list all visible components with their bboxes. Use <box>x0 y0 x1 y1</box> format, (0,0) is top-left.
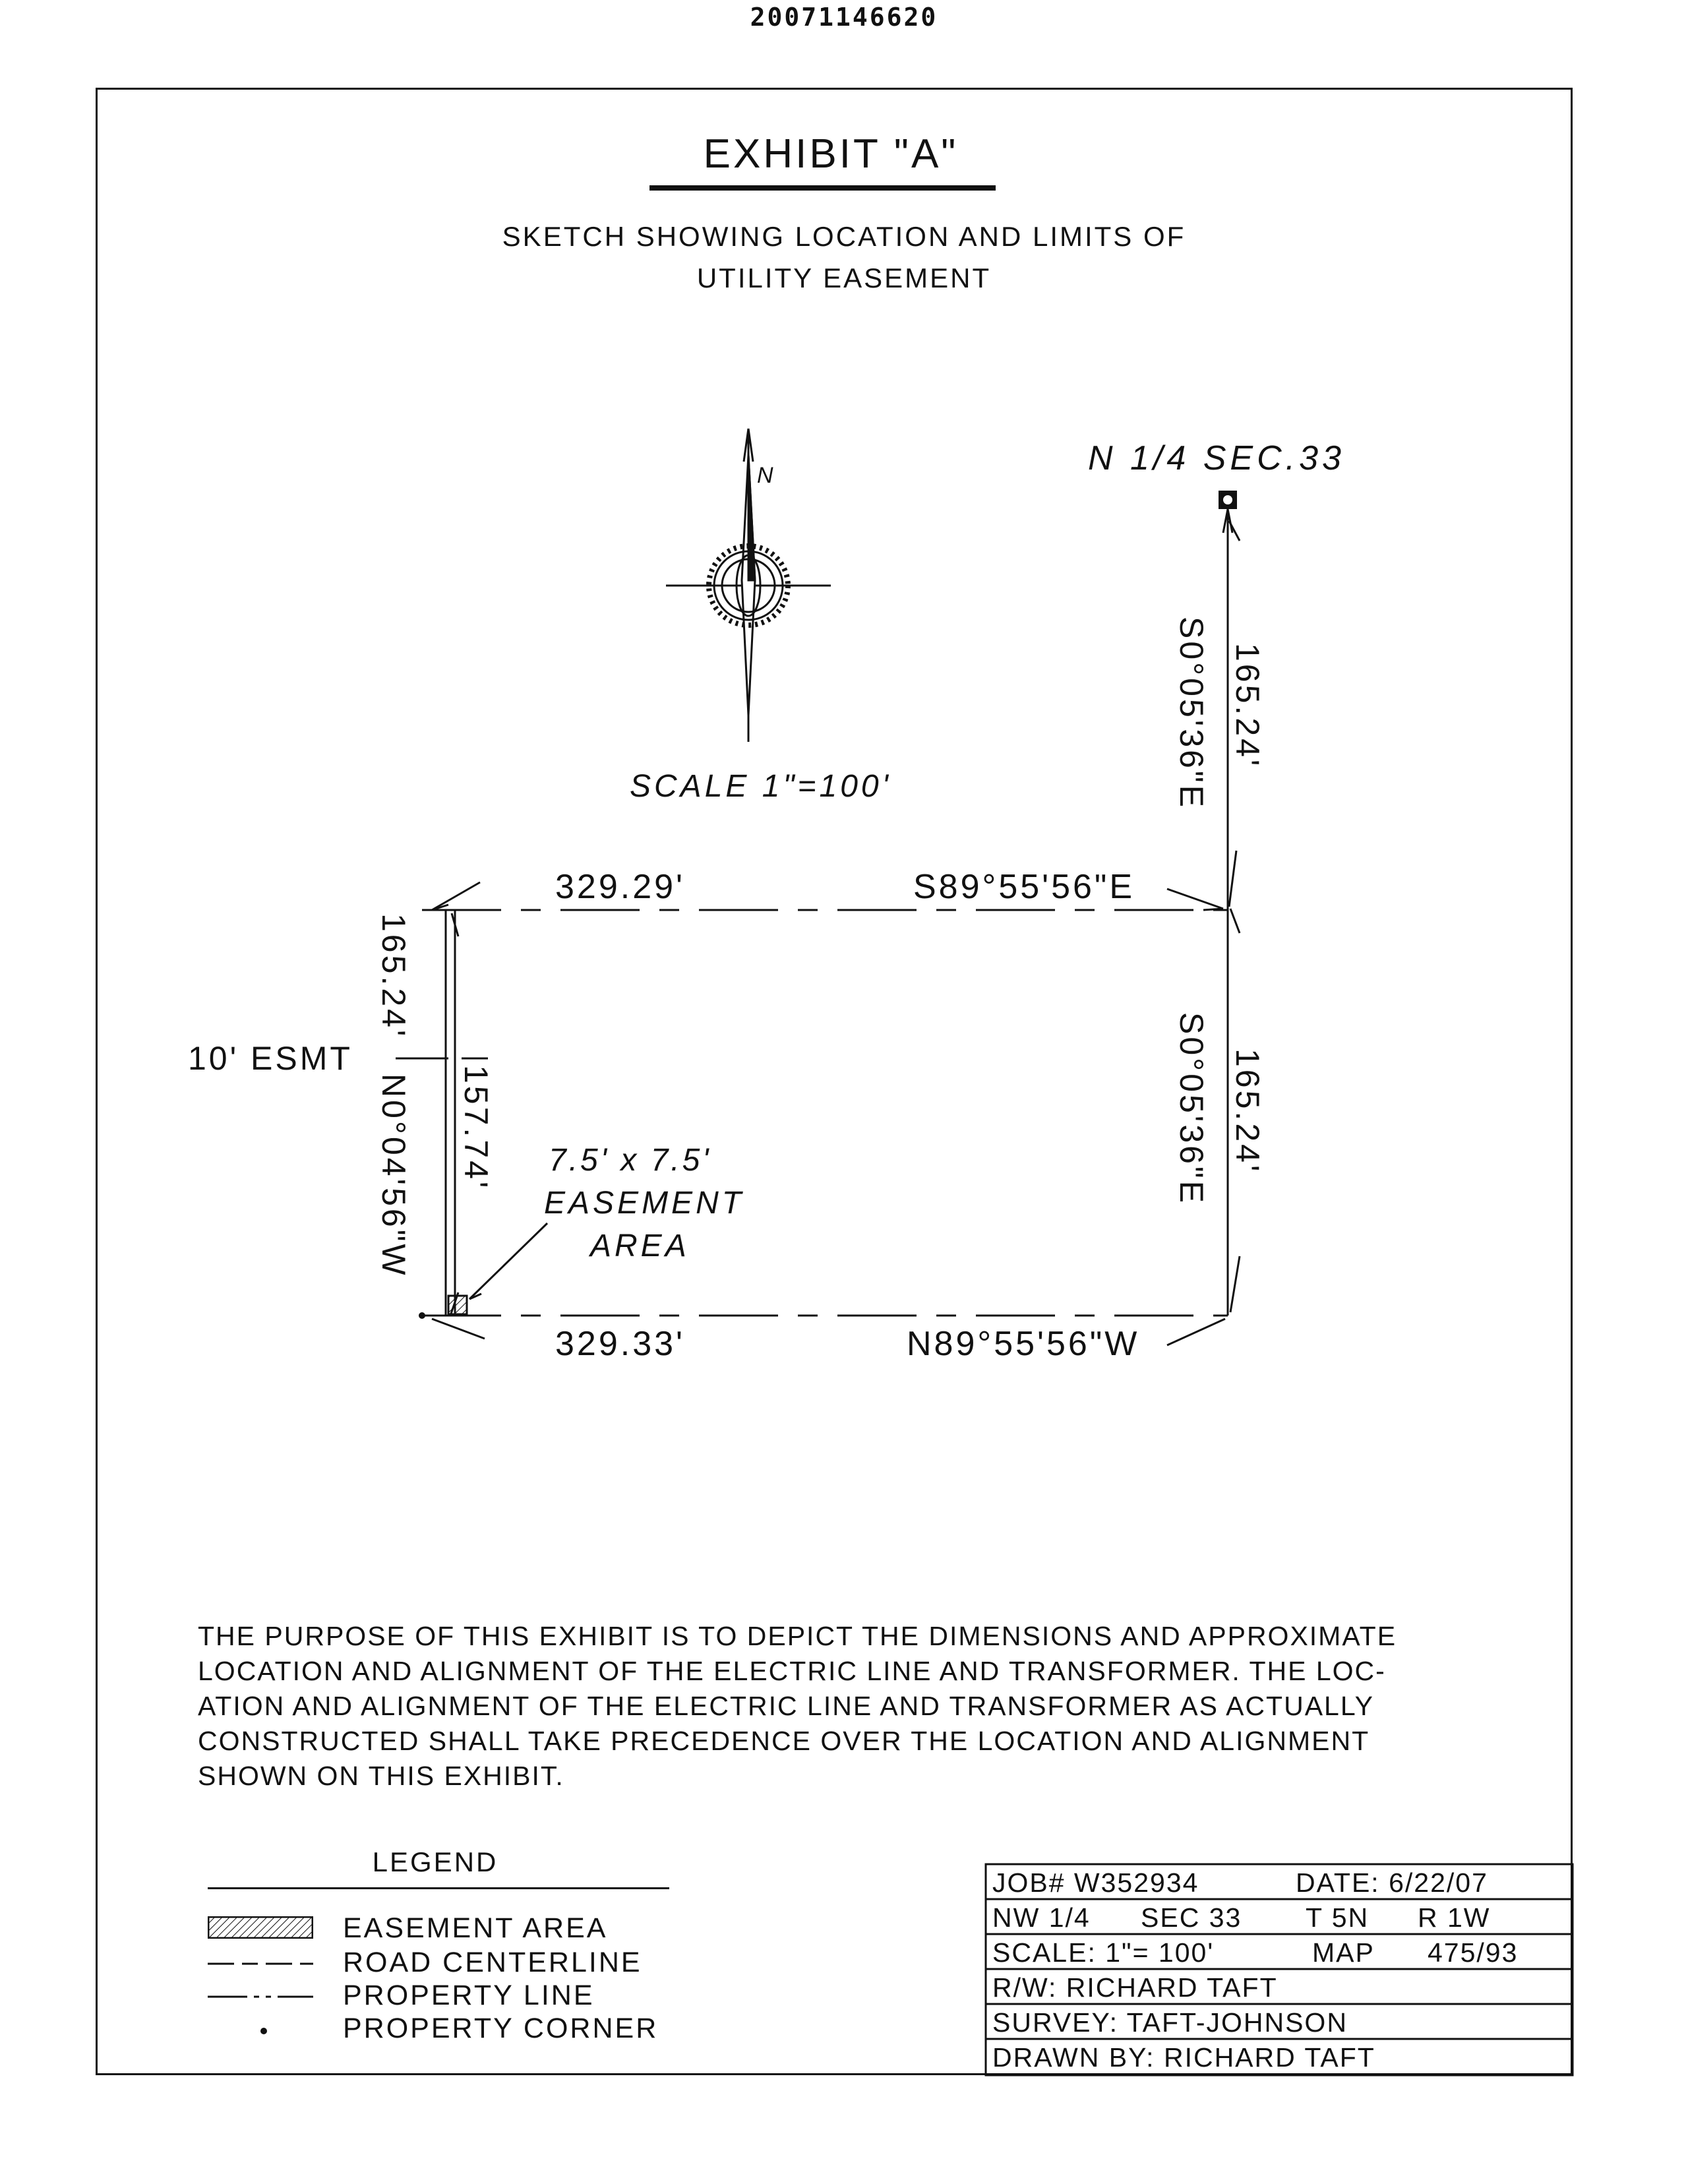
north-line-distance: 329.29' <box>555 868 685 906</box>
legend-label: ROAD CENTERLINE <box>343 1947 642 1978</box>
west-line-distance: 165.24' <box>375 913 412 1039</box>
subtitle-line-1: SKETCH SHOWING LOCATION AND LIMITS OF <box>502 221 1186 252</box>
easement-length: 157.74' <box>458 1065 495 1191</box>
drawn-by: DRAWN BY: RICHARD TAFT <box>992 2042 1375 2073</box>
survey: SURVEY: TAFT-JOHNSON <box>992 2007 1348 2038</box>
easement-width-label: 10' ESMT <box>188 1040 353 1077</box>
drawing-date: DATE: 6/22/07 <box>1296 1867 1488 1898</box>
document-number: 20071146620 <box>750 3 938 32</box>
east-line-bearing: S0°05'36"E <box>1173 1012 1210 1206</box>
easement-area-size: 7.5' x 7.5' <box>549 1143 711 1178</box>
easement-area-line1: EASEMENT <box>544 1186 745 1221</box>
east-line-distance: 165.24' <box>1229 1048 1266 1174</box>
purpose-note-line-3: ATION AND ALIGNMENT OF THE ELECTRIC LINE AND TRANSFORMER AS ACTUALLY <box>198 1691 1374 1721</box>
drawing-scale: SCALE: 1"= 100' <box>992 1937 1215 1968</box>
purpose-note-line-5: SHOWN ON THIS EXHIBIT. <box>198 1761 564 1791</box>
subtitle-line-2: UTILITY EASEMENT <box>696 262 992 293</box>
easement-area-line2: AREA <box>590 1228 690 1263</box>
legend-label: EASEMENT AREA <box>343 1912 608 1944</box>
purpose-note-line-1: THE PURPOSE OF THIS EXHIBIT IS TO DEPICT THE DIMENSIONS AND APPROXIMATE <box>198 1621 1397 1651</box>
map-number: 475/93 <box>1428 1937 1519 1968</box>
north-line-bearing: S89°55'56"E <box>913 868 1135 906</box>
range: R 1W <box>1418 1902 1491 1933</box>
township: T 5N <box>1306 1902 1370 1933</box>
purpose-note-line-2: LOCATION AND ALIGNMENT OF THE ELECTRIC LINE AND TRANSFORMER. THE LOC- <box>198 1656 1386 1686</box>
exhibit-title: EXHIBIT "A" <box>703 131 959 177</box>
section-corner-label: N 1/4 SEC.33 <box>1088 439 1345 477</box>
legend-label: PROPERTY LINE <box>343 1980 595 2011</box>
right-of-way: R/W: RICHARD TAFT <box>992 1972 1278 2003</box>
purpose-note-line-4: CONSTRUCTED SHALL TAKE PRECEDENCE OVER THE LOCATION AND ALIGNMENT <box>198 1726 1370 1756</box>
section-number: SEC 33 <box>1141 1902 1242 1933</box>
quarter-section: NW 1/4 <box>992 1902 1091 1933</box>
south-line-distance: 329.33' <box>555 1325 685 1363</box>
west-line-bearing: N0°04'56"W <box>375 1074 412 1278</box>
tie-bearing: S0°05'36"E <box>1173 617 1210 810</box>
legend-label: PROPERTY CORNER <box>343 2013 659 2044</box>
tie-distance: 165.24' <box>1229 643 1266 769</box>
scale-label: SCALE 1"=100' <box>630 769 891 804</box>
north-label: N <box>757 463 773 488</box>
south-line-bearing: N89°55'56"W <box>907 1325 1140 1363</box>
job-number: JOB# W352934 <box>992 1867 1199 1898</box>
map-label: MAP <box>1312 1937 1375 1968</box>
legend-title: LEGEND <box>372 1846 498 1877</box>
